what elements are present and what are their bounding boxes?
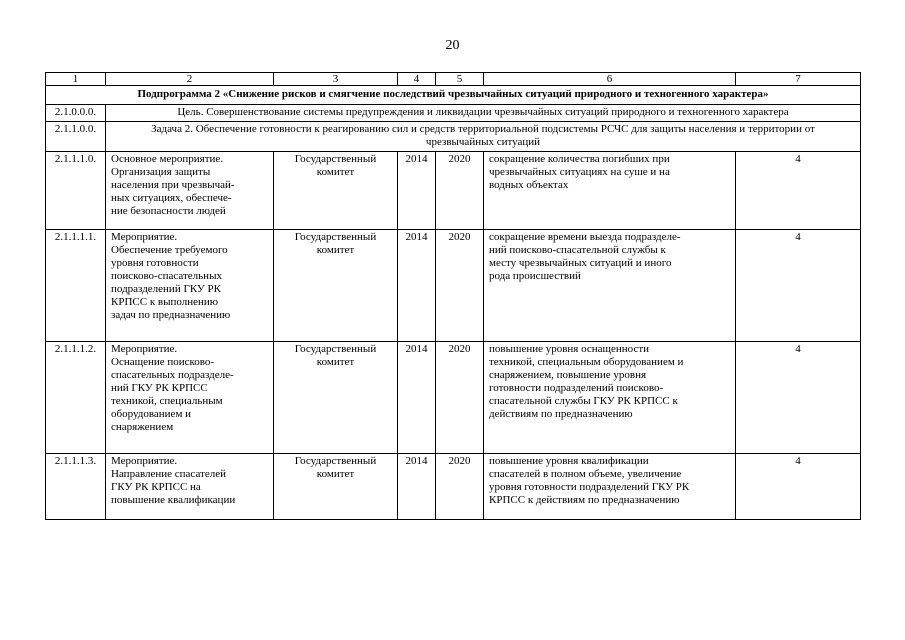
end-year: 2020 (436, 454, 484, 520)
column-header: 1 (46, 73, 106, 86)
indicator: 4 (736, 342, 861, 454)
task-code: 2.1.1.0.0. (46, 122, 106, 152)
executor: Государственный комитет (274, 152, 398, 230)
table-row (46, 342, 861, 454)
row-code: 2.1.1.1.1. (46, 230, 106, 342)
task-text: Задача 2. Обеспечение готовности к реагированию сил и средств территориальной подсистемы РСЧС для защиты населения и территории от чрезвычайных ситуаций (106, 122, 861, 152)
program-table (45, 72, 861, 520)
row-code: 2.1.1.1.3. (46, 454, 106, 520)
subprogram-title: Подпрограмма 2 «Снижение рисков и смягчение последствий чрезвычайных ситуаций природного и техногенного характера» (46, 86, 861, 105)
executor: Государственный комитет (274, 454, 398, 520)
page-number: 20 (445, 38, 460, 53)
indicator: 4 (736, 454, 861, 520)
task-row (46, 122, 861, 152)
table-row (46, 152, 861, 230)
goal-code: 2.1.0.0.0. (46, 105, 106, 122)
row-code: 2.1.1.1.0. (46, 152, 106, 230)
expected-result: сокращение количества погибших при чрезвычайных ситуациях на суше и на водных объектах (484, 152, 736, 230)
subprogram-row (46, 86, 861, 105)
start-year: 2014 (398, 342, 436, 454)
column-header: 5 (436, 73, 484, 86)
row-code: 2.1.1.1.2. (46, 342, 106, 454)
executor: Государственный комитет (274, 342, 398, 454)
executor: Государственный комитет (274, 230, 398, 342)
start-year: 2014 (398, 230, 436, 342)
column-header: 4 (398, 73, 436, 86)
end-year: 2020 (436, 230, 484, 342)
expected-result: повышение уровня квалификации спасателей в полном объеме, увеличение уровня готовности подразделений ГКУ РК КРПСС к действиям по предназначению (484, 454, 736, 520)
indicator: 4 (736, 152, 861, 230)
start-year: 2014 (398, 454, 436, 520)
expected-result: повышение уровня оснащенности техникой, специальным оборудованием и снаряжением, повышение уровня готовности подразделений поисково- спасательной службы ГКУ РК КРПСС к действиям по предназначению (484, 342, 736, 454)
column-number-row (46, 73, 861, 86)
column-header: 3 (274, 73, 398, 86)
indicator: 4 (736, 230, 861, 342)
end-year: 2020 (436, 342, 484, 454)
goal-row (46, 105, 861, 122)
table-row (46, 230, 861, 342)
column-header: 2 (106, 73, 274, 86)
goal-text: Цель. Совершенствование системы предупреждения и ликвидации чрезвычайных ситуаций природного и техногенного характера (106, 105, 861, 122)
activity-name: Основное мероприятие. Организация защиты населения при чрезвычай- ных ситуациях, обеспече- ние безопасности людей (106, 152, 274, 230)
activity-name: Мероприятие. Оснащение поисково- спасательных подразделе- ний ГКУ РК КРПСС техникой, специальным оборудованием и снаряжением (106, 342, 274, 454)
start-year: 2014 (398, 152, 436, 230)
end-year: 2020 (436, 152, 484, 230)
activity-name: Мероприятие. Обеспечение требуемого уровня готовности поисково-спасательных подразделений ГКУ РК КРПСС к выполнению задач по предназначению (106, 230, 274, 342)
table-row (46, 454, 861, 520)
activity-name: Мероприятие. Направление спасателей ГКУ РК КРПСС на повышение квалификации (106, 454, 274, 520)
column-header: 7 (736, 73, 861, 86)
expected-result: сокращение времени выезда подразделе- ний поисково-спасательной службы к месту чрезвычайных ситуаций и иного рода происшествий (484, 230, 736, 342)
column-header: 6 (484, 73, 736, 86)
